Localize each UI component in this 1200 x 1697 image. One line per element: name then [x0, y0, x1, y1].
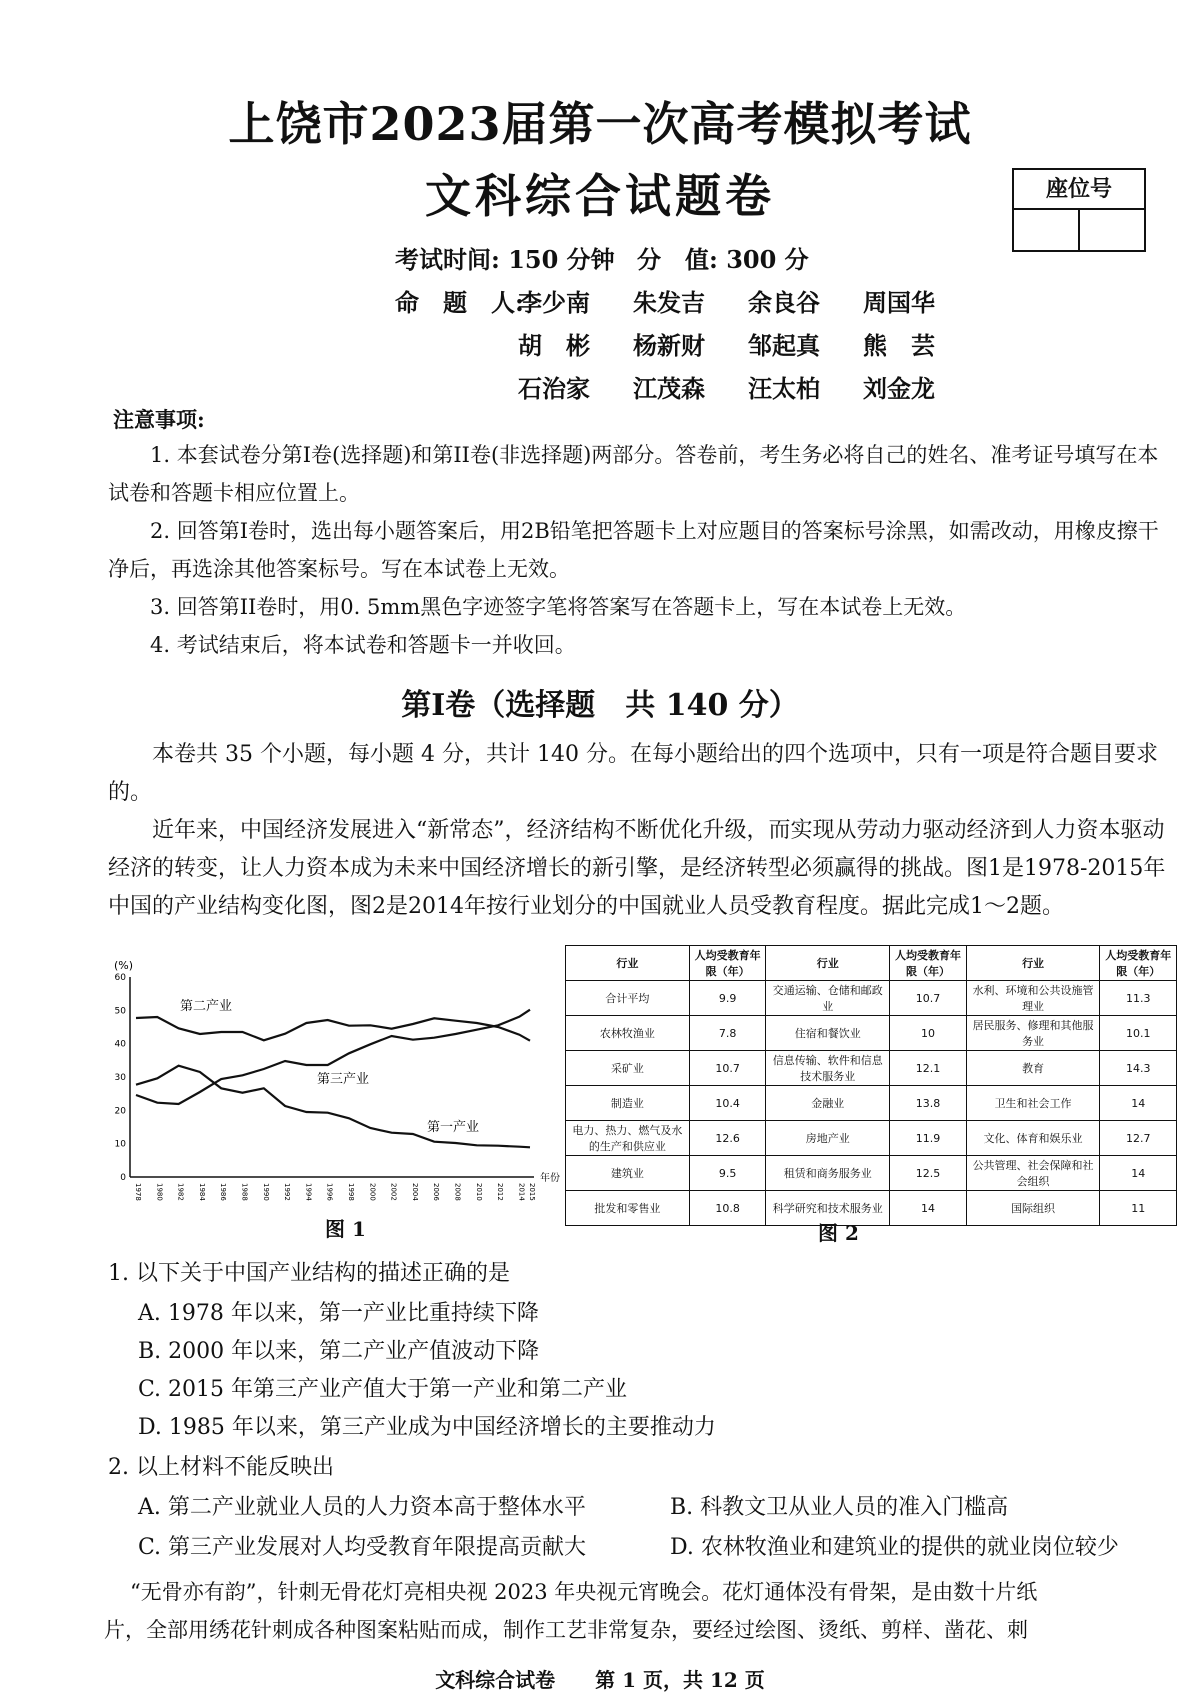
years-cell: 14.3	[1100, 1051, 1177, 1086]
y-tick-label: 30	[114, 1073, 126, 1083]
section-intro: 本卷共 35 个小题，每小题 4 分，共计 140 分。在每小题给出的四个选项中，只有一项是符合题目要求的。	[108, 742, 1158, 805]
x-tick-label: 2006	[432, 1183, 441, 1201]
industry-cell: 国际组织	[966, 1191, 1100, 1226]
x-tick-label: 1986	[219, 1183, 228, 1201]
years-cell: 12.6	[689, 1121, 766, 1156]
seat-number-box	[1012, 168, 1146, 252]
table-header: 行业	[766, 946, 890, 981]
author-name: 朱发吉	[633, 288, 705, 317]
x-tick-label: 1988	[240, 1183, 249, 1201]
series-label-secondary: 第二产业	[180, 999, 233, 1014]
years-cell: 10.7	[890, 981, 967, 1016]
years-cell: 14	[1100, 1156, 1177, 1191]
industry-cell: 信息传输、软件和信息技术服务业	[766, 1051, 890, 1086]
x-tick-label: 1996	[325, 1183, 334, 1201]
industry-cell: 制造业	[566, 1086, 690, 1121]
years-cell: 11	[1100, 1191, 1177, 1226]
table-header: 行业	[566, 946, 690, 981]
section-title: 第I卷（选择题 共 140 分）	[401, 688, 799, 723]
author-name: 邹起真	[748, 331, 820, 360]
notes-list	[108, 436, 1168, 664]
exam-title: 上饶市2023届第一次高考模拟考试	[228, 97, 972, 151]
material2-line1: “无骨亦有韵”，针刺无骨花灯亮相央视 2023 年央视元宵晚会。花灯通体没有骨架，是由数十片纸	[130, 1580, 1038, 1604]
question-1-option-b: B. 2000 年以来，第二产业产值波动下降	[138, 1339, 540, 1364]
industry-cell: 合计平均	[566, 981, 690, 1016]
x-tick-label: 1990	[261, 1183, 270, 1201]
years-cell: 14	[1100, 1086, 1177, 1121]
x-tick-label: 2002	[389, 1183, 398, 1201]
note-item: 4. 考试结束后，将本试卷和答题卡一并收回。	[150, 633, 576, 657]
industry-cell: 文化、体育和娱乐业	[966, 1121, 1100, 1156]
years-cell: 11.3	[1100, 981, 1177, 1016]
industry-cell: 居民服务、修理和其他服务业	[966, 1016, 1100, 1051]
industry-cell: 建筑业	[566, 1156, 690, 1191]
industry-cell: 电力、热力、燃气及水的生产和供应业	[566, 1121, 690, 1156]
y-tick-label: 0	[120, 1173, 126, 1183]
industry-cell: 水利、环境和公共设施管理业	[966, 981, 1100, 1016]
paper-title: 文科综合试题卷	[425, 169, 775, 223]
table-header: 人均受教育年限（年）	[689, 946, 766, 981]
author-name: 胡 彬	[518, 331, 590, 360]
question-2-option-a: A. 第二产业就业人员的人力资本高于整体水平	[138, 1495, 586, 1520]
author-name: 李少南	[518, 288, 590, 317]
notes-heading: 注意事项:	[113, 407, 205, 432]
years-cell: 11.9	[890, 1121, 967, 1156]
question-1-option-d: D. 1985 年以来，第三产业成为中国经济增长的主要推动力	[138, 1415, 716, 1440]
author-name: 熊 芸	[863, 331, 935, 360]
question-1-option-a: A. 1978 年以来，第一产业比重持续下降	[138, 1301, 539, 1326]
years-cell: 10.7	[689, 1051, 766, 1086]
x-tick-label: 2012	[496, 1183, 505, 1201]
page-footer: 文科综合试卷 第 1 页，共 12 页	[435, 1668, 765, 1692]
author-name: 余良谷	[748, 288, 820, 317]
education-table	[565, 945, 1177, 1226]
question-2-stem: 2. 以上材料不能反映出	[108, 1455, 334, 1480]
y-tick-label: 50	[114, 1006, 126, 1017]
chart-y-unit: (%)	[114, 959, 134, 972]
author-name: 江茂森	[633, 374, 705, 403]
industry-cell: 卫生和社会工作	[966, 1086, 1100, 1121]
x-tick-label: 2004	[410, 1183, 419, 1201]
table-row	[566, 1121, 1177, 1156]
x-tick-label: 1992	[283, 1183, 292, 1201]
exam-time: 考试时间: 150 分钟	[395, 245, 615, 274]
industry-cell: 金融业	[766, 1086, 890, 1121]
y-tick-label: 20	[114, 1106, 126, 1117]
series-line-2	[136, 1010, 530, 1104]
x-tick-label: 2010	[474, 1183, 483, 1201]
x-tick-label: 2008	[453, 1183, 462, 1201]
question-2-option-b: B. 科教文卫从业人员的准入门槛高	[670, 1495, 1009, 1520]
industry-cell: 交通运输、仓储和邮政业	[766, 981, 890, 1016]
fig2-caption: 图 2	[818, 1221, 859, 1245]
table-row	[566, 1051, 1177, 1086]
seat-cell	[1080, 210, 1144, 250]
question-2-option-d: D. 农林牧渔业和建筑业的提供的就业岗位较少	[670, 1535, 1119, 1560]
x-tick-label: 2000	[368, 1183, 377, 1201]
table-row	[566, 981, 1177, 1016]
x-tick-label: 1984	[197, 1183, 206, 1201]
series-line-1	[136, 1017, 530, 1041]
years-cell: 10.1	[1100, 1016, 1177, 1051]
exam-score: 分 值: 300 分	[637, 245, 809, 274]
x-tick-label: 1980	[155, 1183, 164, 1201]
y-tick-label: 60	[114, 973, 126, 983]
years-cell: 13.8	[890, 1086, 967, 1121]
years-cell: 14	[890, 1191, 967, 1226]
industry-cell: 公共管理、社会保障和社会组织	[966, 1156, 1100, 1191]
note-item: 1. 本套试卷分第I卷(选择题)和第II卷(非选择题)两部分。答卷前，考生务必将自己的姓名、准考证号填写在本试卷和答题卡相应位置上。	[108, 443, 1159, 505]
x-tick-label: 1994	[304, 1183, 313, 1201]
years-cell: 12.1	[890, 1051, 967, 1086]
years-cell: 12.7	[1100, 1121, 1177, 1156]
author-name: 石治家	[518, 374, 590, 403]
years-cell: 9.9	[689, 981, 766, 1016]
industry-cell: 租赁和商务服务业	[766, 1156, 890, 1191]
industry-cell: 农林牧渔业	[566, 1016, 690, 1051]
years-cell: 9.5	[689, 1156, 766, 1191]
question-2-option-c: C. 第三产业发展对人均受教育年限提高贡献大	[138, 1535, 587, 1560]
years-cell: 7.8	[689, 1016, 766, 1051]
x-tick-label: 2014	[517, 1183, 526, 1201]
table-row	[566, 1156, 1177, 1191]
question-1-option-c: C. 2015 年第三产业产值大于第一产业和第二产业	[138, 1377, 628, 1402]
material-text: 近年来，中国经济发展进入“新常态”，经济结构不断优化升级，而实现从劳动力驱动经济到人力资本驱动经济的转变，让人力资本成为未来中国经济增长的新引擎，是经济转型必须赢得的挑战。图1是1978-2015年中国的产业结构变化图，图2是2014年按行业划分的中国就业人员受教育程度。据此完成1～2题。	[108, 818, 1166, 919]
authors-label: 命 题 人:	[395, 288, 524, 317]
industry-structure-chart	[112, 955, 560, 1225]
seat-number-label: 座位号	[1014, 170, 1144, 210]
industry-cell: 住宿和餐饮业	[766, 1016, 890, 1051]
author-name: 刘金龙	[863, 374, 935, 403]
years-cell: 12.5	[890, 1156, 967, 1191]
y-tick-label: 40	[114, 1039, 126, 1050]
author-name: 周国华	[863, 288, 935, 317]
note-item: 3. 回答第II卷时，用0. 5mm黑色字迹签字笔将答案写在答题卡上，写在本试卷上无效。	[150, 595, 967, 619]
series-label-primary: 第一产业	[427, 1120, 480, 1135]
industry-cell: 教育	[966, 1051, 1100, 1086]
seat-cell	[1014, 210, 1080, 250]
industry-cell: 科学研究和技术服务业	[766, 1191, 890, 1226]
x-tick-label: 1978	[134, 1183, 142, 1201]
table-row	[566, 1086, 1177, 1121]
table-header-row	[566, 946, 1177, 981]
industry-cell: 采矿业	[566, 1051, 690, 1086]
table-header: 人均受教育年限（年）	[890, 946, 967, 981]
author-name: 杨新财	[633, 331, 705, 360]
table-row	[566, 1016, 1177, 1051]
section-body	[108, 736, 1168, 926]
series-label-tertiary: 第三产业	[317, 1072, 370, 1087]
table-header: 人均受教育年限（年）	[1100, 946, 1177, 981]
author-name: 汪太柏	[748, 374, 820, 403]
x-tick-label: 1998	[346, 1183, 355, 1201]
y-tick-label: 10	[114, 1139, 126, 1150]
question-1-stem: 1. 以下关于中国产业结构的描述正确的是	[108, 1261, 510, 1286]
table-header: 行业	[966, 946, 1100, 981]
note-item: 2. 回答第I卷时，选出每小题答案后，用2B铅笔把答题卡上对应题目的答案标号涂黑，如需改动，用橡皮擦干净后，再选涂其他答案标号。写在本试卷上无效。	[108, 519, 1159, 581]
x-tick-label: 1982	[176, 1183, 185, 1201]
x-tick-label: 2015	[528, 1183, 536, 1201]
table-row	[566, 1191, 1177, 1226]
years-cell: 10	[890, 1016, 967, 1051]
years-cell: 10.8	[689, 1191, 766, 1226]
material2-line2: 片，全部用绣花针刺成各种图案粘贴而成，制作工艺非常复杂，要经过绘图、烫纸、剪样、凿花、刺	[104, 1618, 1028, 1642]
chart-x-label: 年份	[540, 1173, 560, 1184]
years-cell: 10.4	[689, 1086, 766, 1121]
fig1-caption: 图 1	[325, 1217, 366, 1241]
industry-cell: 房地产业	[766, 1121, 890, 1156]
industry-cell: 批发和零售业	[566, 1191, 690, 1226]
